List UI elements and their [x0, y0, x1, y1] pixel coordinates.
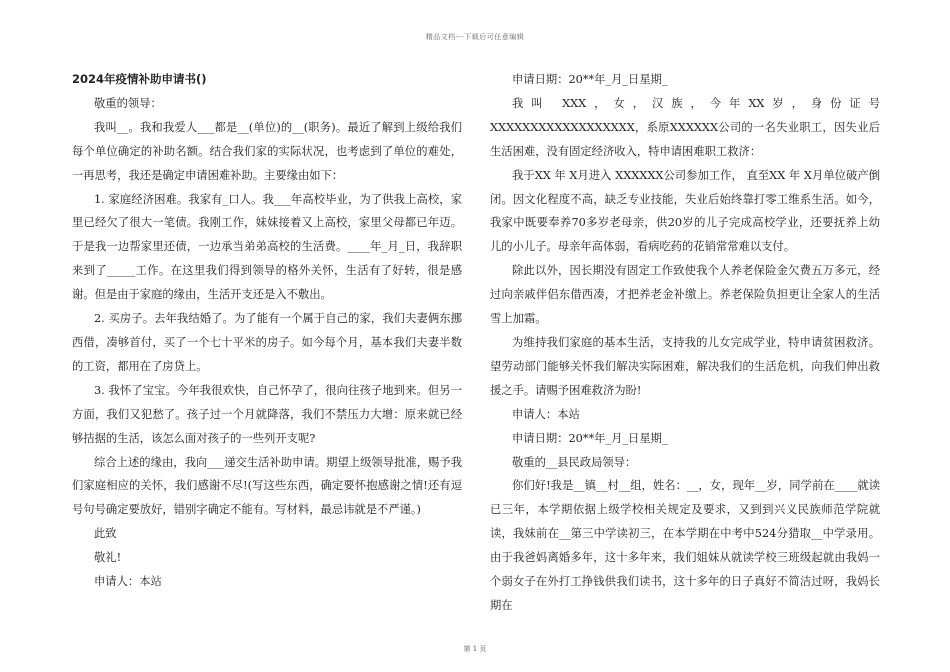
paragraph: 申请人：本站	[94, 575, 162, 589]
paragraph: 申请日期：20**年_月_日星期_	[512, 73, 668, 86]
paragraph: 敬重的__县民政局领导：	[512, 455, 637, 469]
paragraph: 2. 买房子。去年我结婚了。为了能有一个属于自己的家，我们夫妻俩东挪西借，凑够首付，买了一个七十平米的房子。如今每个月，基本我们夫妻半数的工资，都用在了房贷上。	[72, 312, 462, 373]
paragraph: 敬重的领导：	[94, 96, 162, 110]
right-column	[490, 68, 880, 618]
left-column	[72, 68, 462, 594]
paragraph: 3. 我怀了宝宝。今年我很欢快，自己怀孕了，很向往孩子地到来。但另一方面，我们又犯愁了。孩子过一个月就降落，我们不禁压力大增：原来就已经够拮据的生活，该怎么面对孩子的一些列开支呢?	[72, 383, 462, 445]
paragraph: 申请人：本站	[512, 407, 580, 421]
paragraph: 敬礼!	[94, 551, 122, 565]
paragraph: 综合上述的缘由，我向___递交生活补助申请。期望上级领导批准，赐予我们家庭相应的关怀，我们感谢不尽!(写这些东西，确定要怀抱感谢之情!还有逗号句号确定要放好，错别字确定不能有。写材料，最忌讳就是不严谨。)	[72, 455, 462, 517]
paragraph: 我于XX 年 X月进入 XXXXXX公司参加工作， 直至XX 年 X月单位破产倒闭。因文化程度不高，缺乏专业技能，失业后始终靠打零工维系生活。如今，我家中既要奉养70多岁老母亲，供20岁的儿子完成高校学业，还要抚养上幼儿的小儿子。母亲年高体弱，看病吃药的花销常常难以支付。	[490, 168, 880, 254]
document-title: 2024年疫情补助申请书()	[72, 72, 207, 86]
paragraph: 我叫__。我和我爱人___都是__(单位)的__(职务)。最近了解到上级给我们每个单位确定的补助名额。结合我们家的实际状况，也考虑到了单位的难处，一再思考，我还是确定申请困难补助。主要缘由如下：	[72, 120, 462, 182]
paragraph: 我叫 XXX，女，汉族，今年XX岁，身份证号XXXXXXXXXXXXXXXXXX，系原XXXXXX公司的一名失业职工，因失业后生活困难，没有固定经济收入，特申请困难职工救济：	[490, 96, 880, 158]
page-footer: 第 1 页	[463, 645, 487, 653]
page-header: 精品文档---下载后可任意编辑	[425, 33, 525, 41]
paragraph: 为维持我们家庭的基本生活，支持我的儿女完成学业，特申请贫困救济。望劳动部门能够关怀我们解决实际困难，解决我们的生活危机，向我们伸出救援之手。请赐予困难救济为盼!	[490, 335, 880, 397]
paragraph: 1. 家庭经济困难。我家有_口人。我___年高校毕业，为了供我上高校，家里已经欠了很大一笔债。我刚工作，妹妹接着又上高校，家里父母都已年迈。于是我一边帮家里还债，一边承当弟弟高校的生活费。____年_月_日，我辞职来到了_____工作。在这里我们得到领导的格外关怀，生活有了好转，很是感谢。但是由于家庭的缘由，生活开支还是入不敷出。	[72, 192, 462, 302]
paragraph: 你们好!我是__镇__村__组，姓名：__，女，现年__岁，同学前在____就读已三年，本学期依据上级学校相关规定及要求，又到到兴义民族师范学院就读，我妹前在__第三中学读初三，在本学期在中考中524分猎取__中学录用。由于我爸妈离婚多年，这十多年来，我们姐妹从就读学校三班级起就由我妈一个弱女子在外打工挣钱供我们读书，这十多年的日子真好不简洁过呀，我妈长期在	[490, 479, 880, 612]
paragraph: 申请日期：20**年_月_日星期_	[512, 431, 668, 445]
paragraph: 除此以外，因长期没有固定工作致使我个人养老保险金欠费五万多元，经过向亲戚伴侣东借西凑，才把养老金补缴上。养老保险负担更让全家人的生活雪上加霜。	[490, 264, 880, 326]
paragraph: 此致	[94, 527, 117, 541]
